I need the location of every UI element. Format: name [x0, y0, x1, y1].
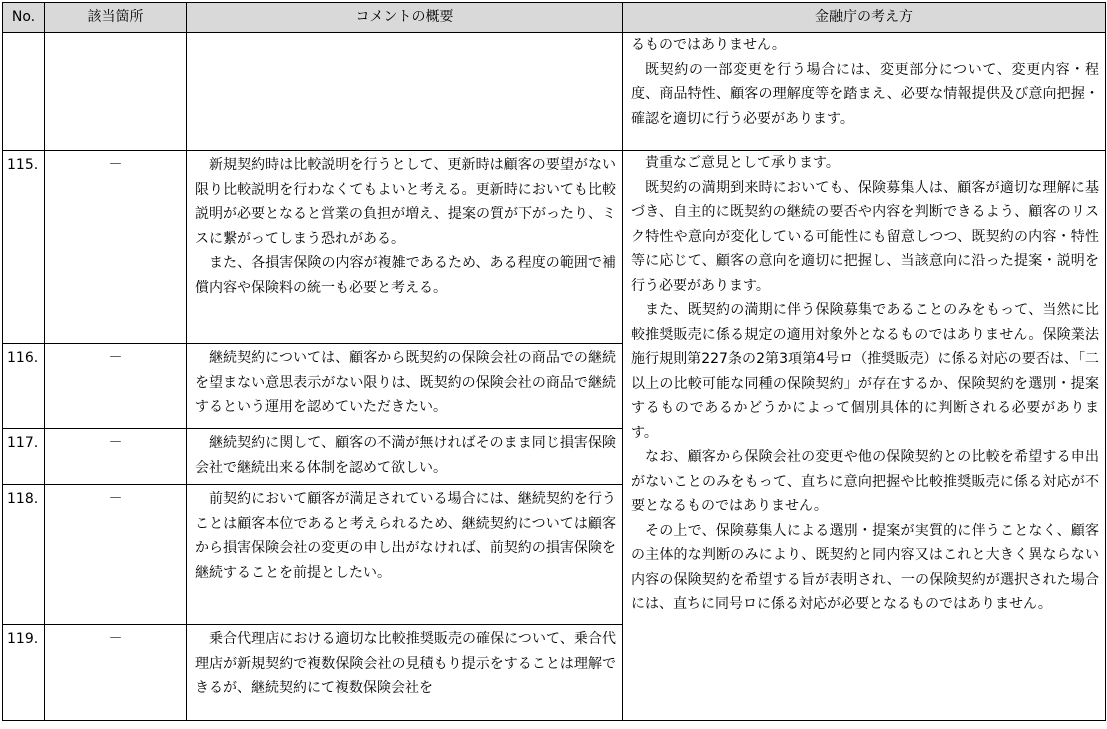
- no-cell: 115.: [3, 151, 45, 344]
- no-cell: 117.: [3, 429, 45, 485]
- comment-paragraph: 継続契約については、顧客から既契約の保険会社の商品での継続を望まない意思表示がない限りは、既契約の保険会社の商品で継続するという運用を認めていただきたい。: [195, 350, 616, 415]
- comment-paragraph: 継続契約に関して、顧客の不満が無ければそのまま同じ損害保険会社で継続出来る体制を認めて欲しい。: [195, 435, 616, 476]
- header-fsa-view: 金融庁の考え方: [623, 3, 1106, 33]
- comment-paragraph: 乗合代理店における適切な比較推奨販売の確保について、乗合代理店が新規契約で複数保険会社の見積もり提示をすることは理解できるが、継続契約にて複数保険会社を: [195, 631, 616, 696]
- location-cell: －: [45, 429, 187, 485]
- comment-table: [2, 2, 1106, 721]
- comment-cell: [187, 344, 623, 429]
- table-row-continued: [3, 33, 1106, 151]
- header-row: [3, 3, 1106, 33]
- answer-paragraph: その上で、保険募集人による選別・提案が実質的に伴うことなく、顧客の主体的な判断のみにより、既契約と同内容又はこれと大きく異ならない内容の保険契約を希望する旨が表明され、一の保険契約が選択された場合には、直ちに同号ロに係る対応が必要となるものではありません。: [631, 522, 1099, 612]
- comment-paragraph: 前契約において顧客が満足されている場合には、継続契約を行うことは顧客本位であると考えられるため、継続契約については顧客から損害保険会社の変更の申し出がなければ、前契約の損害保険を継続することを前提としたい。: [195, 491, 616, 581]
- header-no: No.: [3, 3, 45, 33]
- answer-paragraph: 貴重なご意見として承ります。: [645, 155, 840, 171]
- comment-cell: [187, 33, 623, 151]
- answer-paragraph: なお、顧客から保険会社の変更や他の保険契約との比較を希望する申出がないことのみをもって、直ちに意向把握や比較推奨販売に係る対応が不要となるものではありません。: [631, 449, 1099, 514]
- table-row: [3, 151, 1106, 344]
- location-cell: －: [45, 485, 187, 625]
- comment-cell: [187, 625, 623, 721]
- answer-paragraph: 既契約の満期到来時においても、保険募集人は、顧客が適切な理解に基づき、自主的に既契約の継続の要否や内容を判断できるよう、顧客のリスク特性や意向が変化している可能性にも留意しつつ、既契約の内容・特性等に応じて、顧客の意向を適切に把握し、当該意向に沿った提案・説明を行う必要があります。: [631, 179, 1099, 294]
- answer-paragraph: また、既契約の満期に伴う保険募集であることのみをもって、当然に比較推奨販売に係る規定の適用対象外となるものではありません。保険業法施行規則第227条の2第3項第4号ロ（推奨販売）に係る対応の要否は、「二以上の比較可能な同種の保険契約」が存在するか、保険契約を選別・提案するものであるかどうかによって個別具体的に判断される必要があります。: [631, 302, 1099, 441]
- location-cell: －: [45, 344, 187, 429]
- header-location: 該当箇所: [45, 3, 187, 33]
- comment-paragraph: 新規契約時は比較説明を行うとして、更新時は顧客の要望がない限り比較説明を行わなくてもよいと考える。更新時においても比較説明が必要となると営業の負担が増え、提案の質が下がったり、ミスに繋がってしまう恐れがある。: [195, 157, 616, 247]
- comment-paragraph: また、各損害保険の内容が複雑であるため、ある程度の範囲で補償内容や保険料の統一も必要と考える。: [195, 255, 616, 296]
- location-cell: －: [45, 151, 187, 344]
- no-cell: 118.: [3, 485, 45, 625]
- comment-cell: [187, 151, 623, 344]
- answer-paragraph: 既契約の一部変更を行う場合には、変更部分について、変更内容・程度、商品特性、顧客の理解度等を踏まえ、必要な情報提供及び意向把握・確認を適切に行う必要があります。: [631, 61, 1099, 127]
- comment-cell: [187, 429, 623, 485]
- comment-cell: [187, 485, 623, 625]
- answer-paragraph: るものではありません。: [631, 37, 786, 53]
- no-cell: [3, 33, 45, 151]
- no-cell: 119.: [3, 625, 45, 721]
- location-cell: －: [45, 625, 187, 721]
- no-cell: 116.: [3, 344, 45, 429]
- shared-answer-cell: [623, 151, 1106, 721]
- header-comment-summary: コメントの概要: [187, 3, 623, 33]
- answer-cell: [623, 33, 1106, 151]
- location-cell: [45, 33, 187, 151]
